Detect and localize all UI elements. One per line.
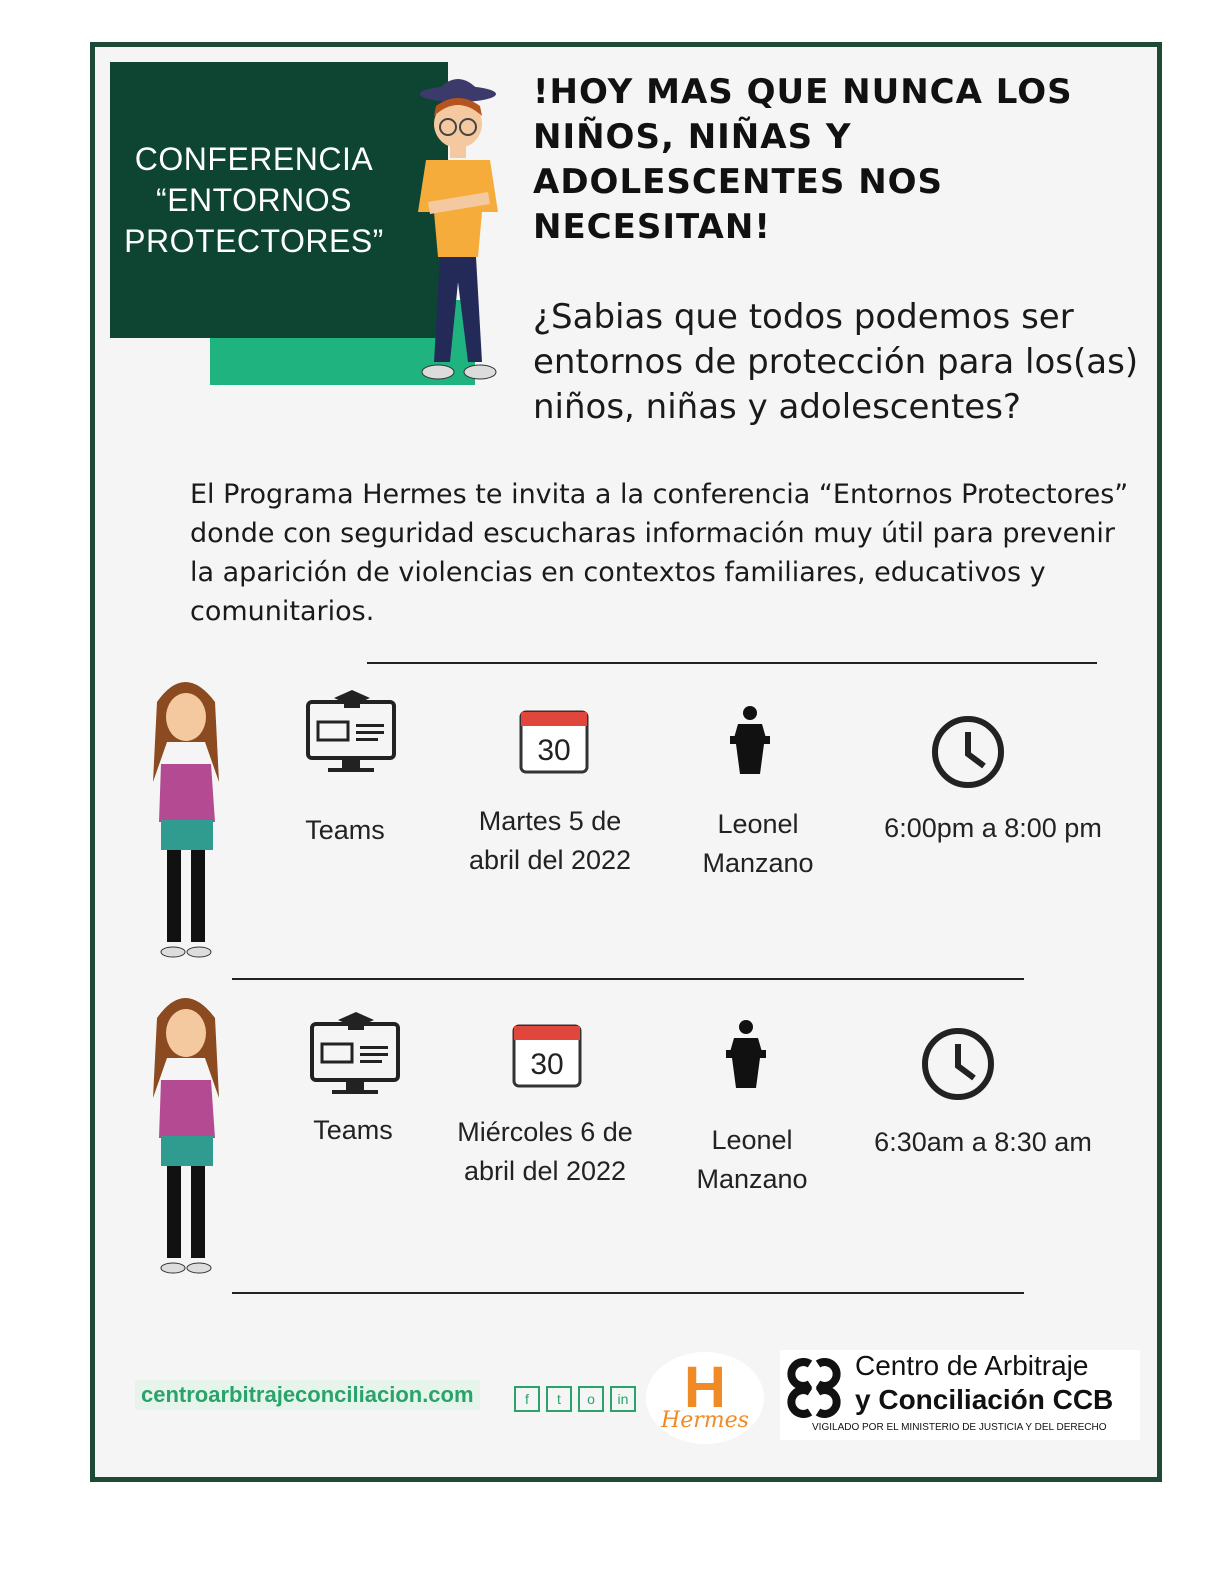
boy-illustration	[398, 72, 514, 384]
question-text: ¿Sabias que todos podemos ser entornos de protección para los(as) niños, niñas y adolescentes?	[533, 297, 1139, 427]
speaker-podium-icon	[728, 704, 772, 774]
online-class-icon	[304, 688, 398, 776]
invitation-paragraph: El Programa Hermes te invita a la conferencia “Entornos Protectores” donde con seguridad escucharas información muy útil para prevenir la aparición de violencias en contextos familiares, educativos y comunitarios.	[190, 479, 1129, 627]
svg-text:30: 30	[530, 1048, 564, 1081]
speaker-podium-icon	[724, 1018, 768, 1088]
ccb-vigilado: VIGILADO POR EL MINISTERIO DE JUSTICIA Y DEL DERECHO	[812, 1422, 1107, 1433]
hermes-logo-name: Hermes	[661, 1408, 749, 1433]
session-date: Miércoles 6 de abril del 2022	[457, 1117, 633, 1186]
clock-icon	[920, 1026, 996, 1102]
ccb-mark-icon	[782, 1356, 846, 1420]
twitter-icon[interactable]: t	[546, 1386, 572, 1412]
ccb-logo	[780, 1350, 1140, 1440]
website-link[interactable]: centroarbitrajeconciliacion.com	[135, 1380, 480, 1410]
calendar-icon	[519, 704, 589, 774]
ccb-name-line1: Centro de Arbitraje	[855, 1350, 1089, 1381]
online-class-icon	[308, 1010, 402, 1098]
hermes-logo-letter: H	[684, 1355, 726, 1420]
session-speaker: Leonel Manzano	[702, 809, 814, 878]
clock-icon	[930, 714, 1006, 790]
hermes-logo	[646, 1352, 764, 1444]
conference-title: CONFERENCIA “ENTORNOS PROTECTORES”	[124, 140, 384, 259]
instagram-icon[interactable]: o	[578, 1386, 604, 1412]
session-speaker: Leonel Manzano	[696, 1125, 808, 1194]
headline: !HOY MAS QUE NUNCA LOS NIÑOS, NIÑAS Y ADOLESCENTES NOS NECESITAN!	[533, 72, 1073, 247]
divider	[232, 978, 1024, 980]
session-platform: Teams	[305, 815, 385, 845]
linkedin-icon[interactable]: in	[610, 1386, 636, 1412]
divider	[232, 1292, 1024, 1294]
divider	[367, 662, 1097, 664]
girl-illustration	[145, 672, 227, 972]
svg-text:30: 30	[537, 734, 571, 767]
session-time: 6:30am a 8:30 am	[874, 1127, 1092, 1157]
girl-illustration	[145, 988, 227, 1288]
calendar-icon	[512, 1018, 582, 1088]
ccb-name-line2: y Conciliación CCB	[855, 1384, 1114, 1415]
session-platform: Teams	[313, 1115, 393, 1145]
session-date: Martes 5 de abril del 2022	[468, 806, 632, 875]
session-time: 6:00pm a 8:00 pm	[884, 813, 1102, 843]
facebook-icon[interactable]: f	[514, 1386, 540, 1412]
